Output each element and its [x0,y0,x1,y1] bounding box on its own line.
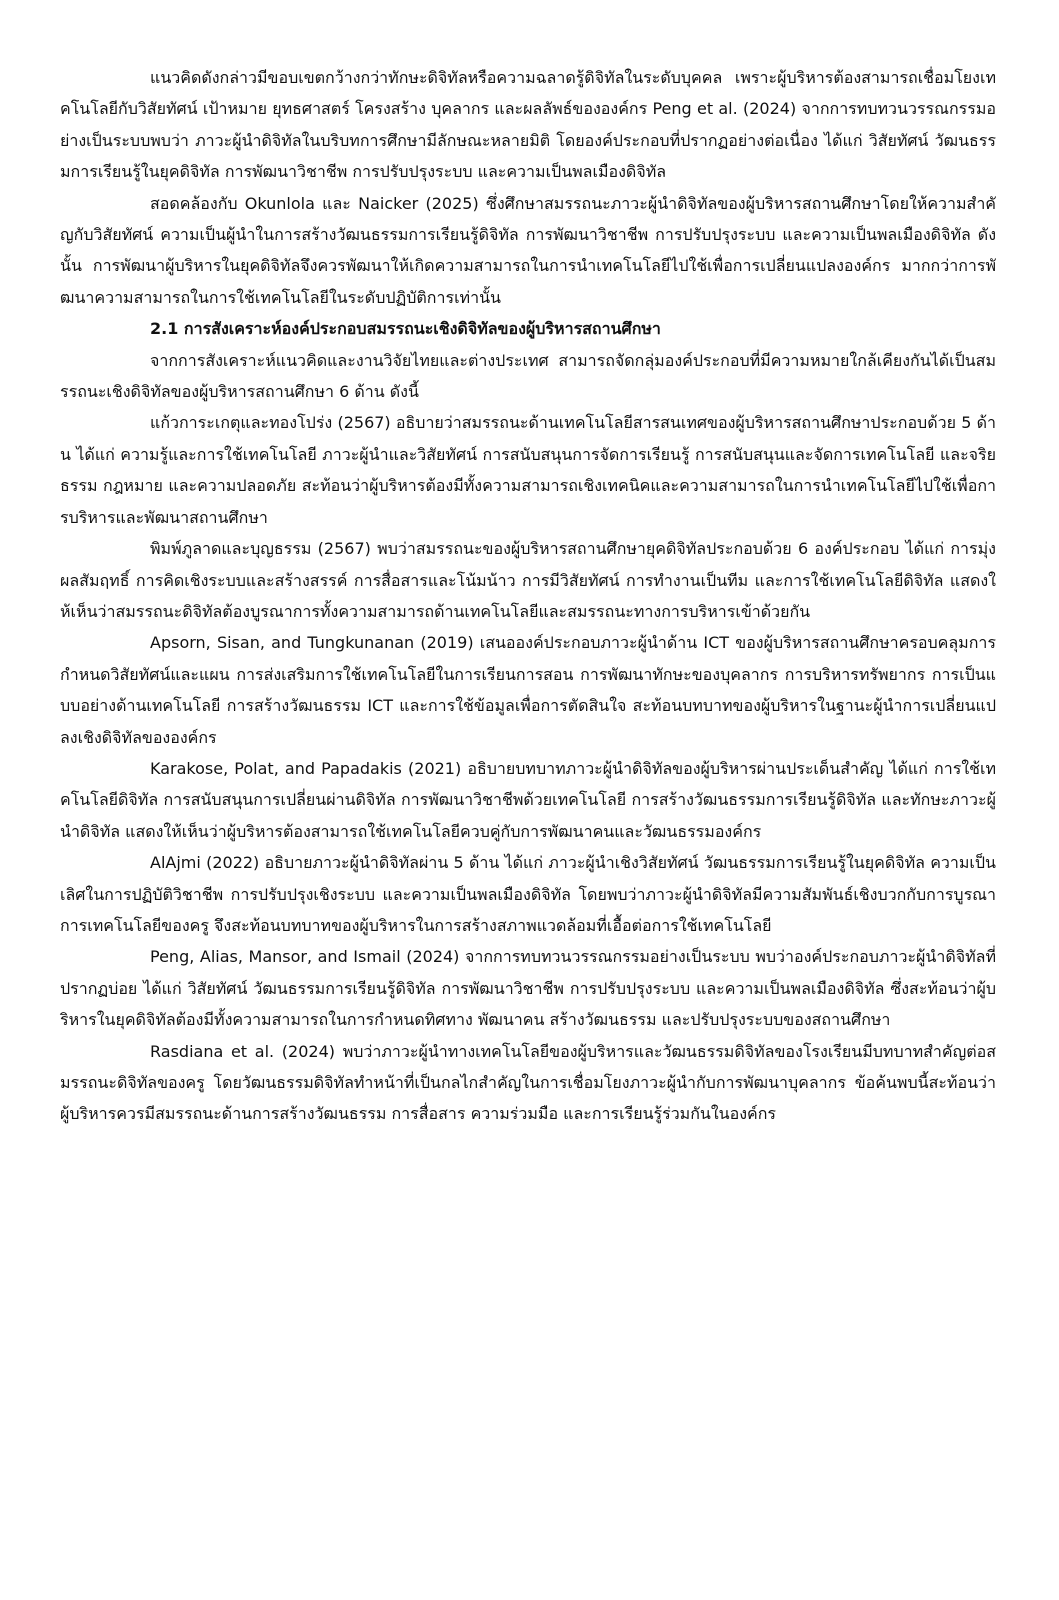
section-heading: 2.1 การสังเคราะห์องค์ประกอบสมรรถนะเชิงดิจิทัลของผู้บริหารสถานศึกษา [150,319,661,339]
paragraph-karakose: Karakose, Polat, and Papadakis (2021) อธิบายบทบาทภาวะผู้นำดิจิทัลของผู้บริหารผ่านประเด็นสำคัญ ได้แก่ การใช้เทคโนโลยีดิจิทัล การสนับสนุนการเปลี่ยนผ่านดิจิทัล การพัฒนาวิชาชีพด้วยเทคโนโลยี การสร้างวัฒนธรรมการเรียนรู้ดิจิทัล และทักษะภาวะผู้นำดิจิทัล แสดงให้เห็นว่าผู้บริหารต้องสามารถใช้เทคโนโลยีควบคู่กับการพัฒนาคนและวัฒนธรรมองค์กร [60,758,996,841]
paragraph-kaewkarakate: แก้วการะเกตุและทองโปร่ง (2567) อธิบายว่าสมรรถนะด้านเทคโนโลยีสารสนเทศของผู้บริหารสถานศึกษาประกอบด้วย 5 ด้าน ได้แก่ ความรู้และการใช้เทคโนโลยี ภาวะผู้นำและวิสัยทัศน์ การสนับสนุนการจัดการเรียนรู้ การสนับสนุนและจัดการเทคโนโลยี และจริยธรรม กฎหมาย และความปลอดภัย สะท้อนว่าผู้บริหารต้องมีทั้งความสามารถเชิงเทคนิคและความสามารถในการนำเทคโนโลยีไปใช้เพื่อการบริหารและพัฒนาสถานศึกษา [60,413,996,527]
paragraph-rasdiana: Rasdiana et al. (2024) พบว่าภาวะผู้นำทางเทคโนโลยีของผู้บริหารและวัฒนธรรมดิจิทัลของโรงเรียนมีบทบาทสำคัญต่อสมรรถนะดิจิทัลของครู โดยวัฒนธรรมดิจิทัลทำหน้าที่เป็นกลไกสำคัญในการเชื่อมโยงภาวะผู้นำกับการพัฒนาบุคลากร ข้อค้นพบนี้สะท้อนว่าผู้บริหารควรมีสมรรถนะด้านการสร้างวัฒนธรรม การสื่อสาร ความร่วมมือ และการเรียนรู้ร่วมกันในองค์กร [60,1041,996,1124]
document-page [60,62,996,1130]
paragraph-okunlola-naicker: สอดคล้องกับ Okunlola และ Naicker (2025) ซึ่งศึกษาสมรรถนะภาวะผู้นำดิจิทัลของผู้บริหารสถานศึกษาโดยให้ความสำคัญกับวิสัยทัศน์ ความเป็นผู้นำในการสร้างวัฒนธรรมการเรียนรู้ดิจิทัล การพัฒนาวิชาชีพ การปรับปรุงระบบ และความเป็นพลเมืองดิจิทัล ดังนั้น การพัฒนาผู้บริหารในยุคดิจิทัลจึงควรพัฒนาให้เกิดความสามารถในการนำเทคโนโลยีไปใช้เพื่อการเปลี่ยนแปลงองค์กร มากกว่าการพัฒนาความสามารถในการใช้เทคโนโลยีในระดับปฏิบัติการเท่านั้น [60,193,997,307]
paragraph-synthesis-intro: จากการสังเคราะห์แนวคิดและงานวิจัยไทยและต่างประเทศ สามารถจัดกลุ่มองค์ประกอบที่มีความหมายใกล้เคียงกันได้เป็นสมรรถนะเชิงดิจิทัลของผู้บริหารสถานศึกษา 6 ด้าน ดังนี้ [60,350,996,402]
paragraph-digital-leadership-scope: แนวคิดดังกล่าวมีขอบเขตกว้างกว่าทักษะดิจิทัลหรือความฉลาดรู้ดิจิทัลในระดับบุคคล เพราะผู้บริหารต้องสามารถเชื่อมโยงเทคโนโลยีกับวิสัยทัศน์ เป้าหมาย ยุทธศาสตร์ โครงสร้าง บุคลากร และผลลัพธ์ขององค์กร Peng et al. (2024) จากการทบทวนวรรณกรรมอย่างเป็นระบบพบว่า ภาวะผู้นำดิจิทัลในบริบทการศึกษามีลักษณะหลายมิติ โดยองค์ประกอบที่ปรากฏอย่างต่อเนื่อง ได้แก่ วิสัยทัศน์ วัฒนธรรมการเรียนรู้ในยุคดิจิทัล การพัฒนาวิชาชีพ การปรับปรุงระบบ และความเป็นพลเมืองดิจิทัล [60,68,996,182]
paragraph-apsorn: Apsorn, Sisan, and Tungkunanan (2019) เสนอองค์ประกอบภาวะผู้นำด้าน ICT ของผู้บริหารสถานศึกษาครอบคลุมการกำหนดวิสัยทัศน์และแผน การส่งเสริมการใช้เทคโนโลยีในการเรียนการสอน การพัฒนาทักษะของบุคลากร การบริหารทรัพยากร การเป็นแบบอย่างด้านเทคโนโลยี การสร้างวัฒนธรรม ICT และการใช้ข้อมูลเพื่อการตัดสินใจ สะท้อนบทบาทของผู้บริหารในฐานะผู้นำการเปลี่ยนแปลงเชิงดิจิทัลขององค์กร [60,633,996,747]
paragraph-alajmi: AlAjmi (2022) อธิบายภาวะผู้นำดิจิทัลผ่าน 5 ด้าน ได้แก่ ภาวะผู้นำเชิงวิสัยทัศน์ วัฒนธรรมการเรียนรู้ในยุคดิจิทัล ความเป็นเลิศในการปฏิบัติวิชาชีพ การปรับปรุงเชิงระบบ และความเป็นพลเมืองดิจิทัล โดยพบว่าภาวะผู้นำดิจิทัลมีความสัมพันธ์เชิงบวกกับการบูรณาการเทคโนโลยีของครู จึงสะท้อนบทบาทของผู้บริหารในการสร้างสภาพแวดล้อมที่เอื้อต่อการใช้เทคโนโลยี [60,853,996,935]
paragraph-peng: Peng, Alias, Mansor, and Ismail (2024) จากการทบทวนวรรณกรรมอย่างเป็นระบบ พบว่าองค์ประกอบภาวะผู้นำดิจิทัลที่ปรากฏบ่อย ได้แก่ วิสัยทัศน์ วัฒนธรรมการเรียนรู้ดิจิทัล การพัฒนาวิชาชีพ การปรับปรุงระบบ และความเป็นพลเมืองดิจิทัล ซึ่งสะท้อนว่าผู้บริหารในยุคดิจิทัลต้องมีทั้งความสามารถในการกำหนดทิศทาง พัฒนาคน สร้างวัฒนธรรม และปรับปรุงระบบของสถานศึกษา [60,947,996,1030]
paragraph-pimpulad: พิมพ์ภูลาดและบุญธรรม (2567) พบว่าสมรรถนะของผู้บริหารสถานศึกษายุคดิจิทัลประกอบด้วย 6 องค์ประกอบ ได้แก่ การมุ่งผลสัมฤทธิ์ การคิดเชิงระบบและสร้างสรรค์ การสื่อสารและโน้มน้าว การมีวิสัยทัศน์ การทำงานเป็นทีม และการใช้เทคโนโลยีดิจิทัล แสดงให้เห็นว่าสมรรถนะดิจิทัลต้องบูรณาการทั้งความสามารถด้านเทคโนโลยีและสมรรถนะทางการบริหารเข้าด้วยกัน [60,539,996,621]
